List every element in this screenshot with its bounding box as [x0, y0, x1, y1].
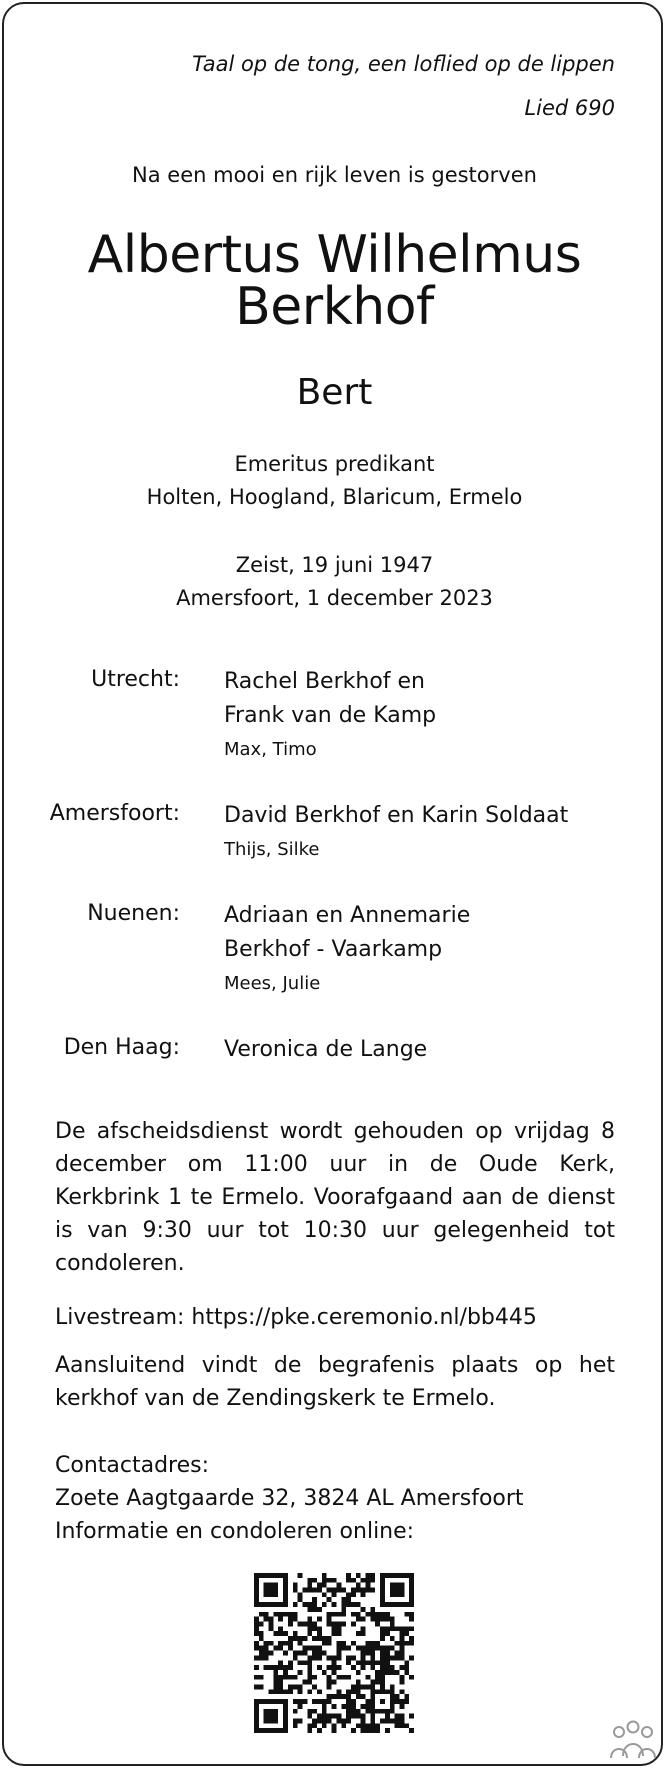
family-name-line: Rachel Berkhof en: [224, 669, 425, 694]
family-place: Utrecht:: [91, 667, 180, 692]
family-place: Amersfoort:: [49, 801, 180, 826]
family-place: Den Haag:: [63, 1035, 180, 1060]
motto-line: Taal op de tong, een loflied op de lippen: [192, 52, 615, 76]
birth-line: Zeist, 19 juni 1947: [235, 553, 434, 577]
family-names: [224, 665, 436, 767]
contact-address: Zoete Aagtgaarde 32, 3824 AL Amersfoort: [55, 1486, 524, 1511]
family-children: Max, Timo: [224, 739, 317, 760]
deceased-role: Emeritus predikant: [234, 452, 435, 476]
contact-label: Contactadres:: [55, 1453, 210, 1478]
deceased-name-last: Berkhof: [235, 277, 434, 337]
online-info: Informatie en condoleren online:: [55, 1519, 415, 1544]
service-paragraph: De afscheidsdienst wordt gehouden op vrijdag 8 december om 11:00 uur in de Oude Kerk, Kerkbrink 1 te Ermelo. Voorafgaand aan de dienst is van 9:30 uur tot 10:30 uur gelegenheid tot condoleren.: [55, 1119, 615, 1276]
burial-paragraph: Aansluitend vindt de begrafenis plaats op het kerkhof van de Zendingskerk te Ermelo.: [55, 1353, 615, 1411]
death-line: Amersfoort, 1 december 2023: [176, 586, 493, 610]
people-group-icon: [609, 1718, 657, 1762]
family-name-line: Berkhof - Vaarkamp: [224, 937, 443, 962]
deceased-name-first: Albertus Wilhelmus: [87, 225, 582, 285]
family-children: Thijs, Silke: [224, 839, 320, 860]
motto-reference: Lied 690: [524, 96, 615, 120]
family-names: [224, 799, 568, 867]
family-name-line: Adriaan en Annemarie: [224, 903, 471, 928]
family-children: Mees, Julie: [224, 973, 321, 994]
deceased-places: Holten, Hoogland, Blaricum, Ermelo: [146, 485, 523, 509]
family-name-line: Frank van de Kamp: [224, 703, 437, 728]
family-names: [224, 1033, 427, 1067]
family-name-line: David Berkhof en Karin Soldaat: [224, 803, 569, 828]
family-place: Nuenen:: [87, 901, 180, 926]
qr-code-icon[interactable]: [254, 1573, 414, 1733]
intro-text: Na een mooi en rijk leven is gestorven: [132, 163, 537, 187]
family-name-line: Veronica de Lange: [224, 1037, 428, 1062]
family-names: [224, 899, 470, 1001]
livestream-line: Livestream: https://pke.ceremonio.nl/bb445: [55, 1305, 537, 1330]
deceased-nickname: Bert: [296, 372, 373, 413]
